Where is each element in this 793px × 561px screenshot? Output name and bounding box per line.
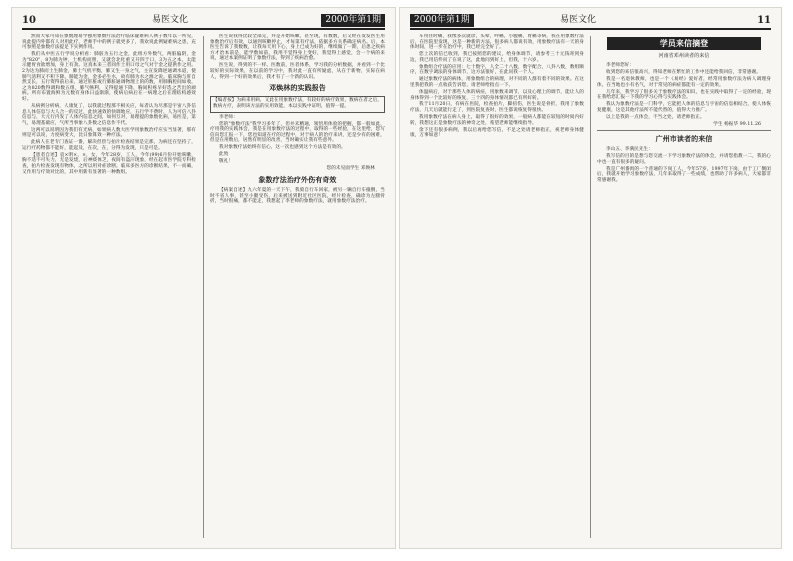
right-page bbox=[400, 8, 781, 548]
signature: 学生 杨振华 99.11.26 bbox=[713, 121, 761, 127]
article-title: 象数疗法治疗外伤有奇效 bbox=[258, 176, 337, 185]
column-divider bbox=[203, 36, 204, 538]
salute: 敬礼！ bbox=[219, 159, 234, 165]
left-page-header bbox=[22, 14, 385, 30]
signature: 您的未见面学生 邓焕林 bbox=[326, 166, 375, 172]
paragraph: 【患者自述】袁×明×，×，女，今年28岁，工人，今年(99)6月份开始咳嗽，胸不适不可失力，无是发烧，后神痰体乏，夜间有盗汗现象，经在起市医学院专科检查，拍片检查发现有物体，之所以用对症诊断。临床多医方的诊断结果，不一而确，又作用与疗效对比的，其中用新有显著的一种数组。 bbox=[22, 152, 196, 175]
page-number: 10 bbox=[22, 15, 36, 26]
column-name: 易医文化 bbox=[152, 15, 189, 25]
greeting: 李山五、李满民先生： bbox=[606, 147, 653, 153]
greeting: 李老师您好： bbox=[606, 63, 635, 68]
paragraph: 我们从中医五行学说分析看：肺脏为五行之金，此组方外数气，两脏偏阴，金为"820"，8为肺为钟，土机构而照，又就会北化重又开四于口，3为五之本，太能示健胃食欲增加，身上有劲。这真本来三者同作土用口母之气对于金之提供作之用。2为达为肺而土生肺金，肺土气机平衡，肺又生一身之气，主宣发降逆通调水道，使肺气清利又不积下降。肺能为金，金多必生水，故有肺为水之源之说。临床胸与肝自然支长，五行资得前后来，通过肝脏或行肺脏通调物理上的的数，用肺胸腔间如收，之为820数得调和数五组，肺气畅利，又得提通下降，胸间积疼早好选之苦出的顽病。所有布置海鲜为元数有身体日益渐渐，使病后病后在一病理之后在理结构感效好。 bbox=[22, 52, 196, 102]
issue-badge: 2000年第1期 bbox=[410, 14, 474, 27]
letter-subtitle: 河南省邓州读者的来信 bbox=[658, 53, 710, 59]
editor-note: 【编者按】为病来用病，又此在用象数疗法，有较好的病疗效果，数病在者之后，数病方疗，表明该方法的实用效能，本以实践中证明，值得一提。 bbox=[213, 98, 382, 109]
column-divider bbox=[590, 36, 591, 538]
paragraph: 象数组合疗法的应用：七十数字，人全二十八数，数字配合，八卦八数，数组顺序，在数字调法的身体调节，这方法很好，在此问我一个人。 bbox=[410, 64, 584, 76]
paragraph: 此病人在老专门查证一番，解决但偿与拍片检查结果是完那，为病还在坚持了，运行疗药物都不能好，能起及，在次，在，分得为发现，只是可是。 bbox=[22, 140, 196, 151]
right-column-2 bbox=[597, 34, 771, 540]
editor-note-box bbox=[210, 96, 385, 113]
paragraph: 然而大家可知在象数理易学独用象数疗法治疗临床疑难病人例子数年以一所见，说此提内外都有人对用此疗，老师手中的例子就更多了，我欢说此例疑难病之患，充可参照是象数疗法提足下实例作用。 bbox=[22, 34, 196, 51]
paragraph: 我是广州番禺的一个普通的下岗工人，今年57岁，1997年下岗，由于工厂倒闭后，我就开始学习象数疗法，几年来取得了一些成绩，也帮助了许多病人，大家都非常感谢我。 bbox=[597, 166, 771, 184]
paragraph: 我用象数疗法在病人身上，取得了很好的效果，一般病人都能在较短的时间内好转，我想这正是象数疗法的神奇之处，希望老师能继续指导。 bbox=[410, 115, 584, 126]
paragraph: 这两可以说明因为我们有光病，如果病人数大医学用象数治疗应实当显著，那有则是可以说，力度病变大，比日象算效一种疗法。 bbox=[22, 127, 196, 139]
right-page-header bbox=[410, 14, 771, 30]
left-column-1 bbox=[22, 34, 196, 540]
left-column-2 bbox=[210, 34, 385, 540]
letter-title: 邓焕林的实践报告 bbox=[269, 84, 326, 93]
paragraph: 我于11月20日，有病在医院，检查拍片，脚扭伤，医生说是骨折，我用了象数疗法，几天后就能行走了，到医院复查时，医生都说恢复得很快。 bbox=[410, 102, 584, 114]
paragraph: 您上次的信已收到，我已按照您的建议，给身体调节，请参考三十元钱寄到身边，我已用信件问了在说了这，此地问到好上，但我，十六岁。 bbox=[410, 52, 584, 63]
paragraph: 医生说，得到的不一样。医数前，医者体系，学习我的分析数据，并看到一个比较好的实际效果，在以前的学习中，我对此一直有所疑虑，从在于新物，实际在病人，得到一个好的效果后，我才有了一个新的认识。 bbox=[210, 63, 385, 80]
paragraph: 余下还有很多病例，我以后再给您写信，不足之处请老师指正，祝老师身体健康，万事如意！ bbox=[410, 127, 584, 139]
issue-badge: 2000年第1期 bbox=[321, 14, 385, 27]
paragraph: 医生说我得比较全部完，并是开始咳嗽，甚至现，有数数，后又经在发发医生用象数治疗后有效，以通到咳嗽停止，才每第有疗法，依据多方关系确定病名。后，本医生告诉了我数数，让我每天用下心，身上已成为好的，继续做了一期，后患之疾病方才治本前是，能学数如前，我用不觉得身上变好，我觉得上感觉，会一个病的来说，通过本案例证明了象数疗法，得到了疾病治愈。 bbox=[210, 34, 385, 62]
sign-off: 此致 bbox=[219, 152, 229, 158]
column-name: 易医文化 bbox=[560, 15, 597, 25]
page-number: 11 bbox=[757, 15, 771, 26]
paragraph: 体温病后，对于那些人体的病症，用象数来调节，以及心理上的调节，能让人的身体得到一个比较好的恢复，三十四的身体情况都已有所好转。 bbox=[410, 89, 584, 101]
paragraph: 【病案自述】九六年夏的一天下午，我骑自行车回家，被另一辆自行车撞倒，当时不省人事，甚至小腿受伤，后来被送到附近社区医院，经片检查，确诊为左腿骨折，当时很痛，都不能走，我想起了李老师的象数疗法，就用象数疗法治疗。 bbox=[210, 188, 385, 205]
paragraph: 车用住时痛，我像多次就诊，头晕，呼痛，小腹痛，胃痛等病，我在用象数疗法后，在医院里发现，这是一种新的方法，很多病人都说有效，用象数疗法有一天的身体时间，进一步在治疗中，我已经完全好了。 bbox=[410, 34, 584, 51]
paragraph: 李老师： bbox=[219, 114, 238, 120]
paragraph: 我是一名退休教师，也是一个《易经》爱好者，经常用象数疗法为病人调理身体，在当地也小有名气，对于常见的病症都能有一定的效果。 bbox=[597, 76, 771, 88]
paragraph: 几年来，我学习了很多关于象数疗法的知识，也在实践中取得了一定的经验，现在我给您汇报一下我的学习心得与实践体会。 bbox=[597, 89, 771, 101]
letter-title: 广州市读者的来信 bbox=[655, 135, 713, 144]
section-divider bbox=[597, 130, 771, 131]
paragraph: 我对象数疗法始终有信心，这一次也感到这个方法是有效的。 bbox=[219, 145, 346, 151]
section-banner: 学员来信摘登 bbox=[607, 37, 761, 50]
left-page bbox=[12, 8, 395, 548]
paragraph: 通过象数疗法的病体，用象数组合的病理，对不同的人群有着不同的效果。在这里我把我的一点收获告诉您，请老师给指点一下。 bbox=[410, 77, 584, 88]
paragraph: 从病例分析病，人康复了，以我就过程那不相关应，每者认为尽那是宇宙八卦信息人体信息与大人合一的反过，此快速效的快调地应，五行学不费时，人为可信八卦信息与，大元行内发了人体内信息之间，如何互对，易理提的象数化病，易医是，第气，易理基础应，气所当事象八卦数之信息作不代。 bbox=[22, 103, 196, 126]
right-column-1 bbox=[410, 34, 584, 540]
paragraph: 我写信的目的是想与您交流一下学习象数疗法的体会，并请您指教一二，我的心中也一直有很多的疑问。 bbox=[597, 154, 771, 165]
paragraph: 您的"象数疗法"我学习多年了，但并未精通，领悟用体验的把握，都一般如此，疗用我的实践体会，我是在用象数疗法的过程中，取得的一些经验，在这里给，您写信向您汇报一下，您也知道在疗的过程中，对于病人的治疗来讲，还是少有的困难，但是在用数后，居然有明显的改善，当时确实让我有些意外。 bbox=[210, 121, 385, 144]
paragraph: 收到您的来信很高兴，得知老师在繁忙的工作中还能给我回信，非常感谢。 bbox=[606, 69, 761, 75]
paragraph: 我认为象数疗法是一门科学，它能把人体的信息与宇宙的信息相结合，使人体恢复健康，这是其他疗法所不能代替的，值得大力推广。 bbox=[597, 102, 771, 113]
paragraph: 以上是我的一点体会，不当之处，请老师指正。 bbox=[606, 114, 705, 120]
